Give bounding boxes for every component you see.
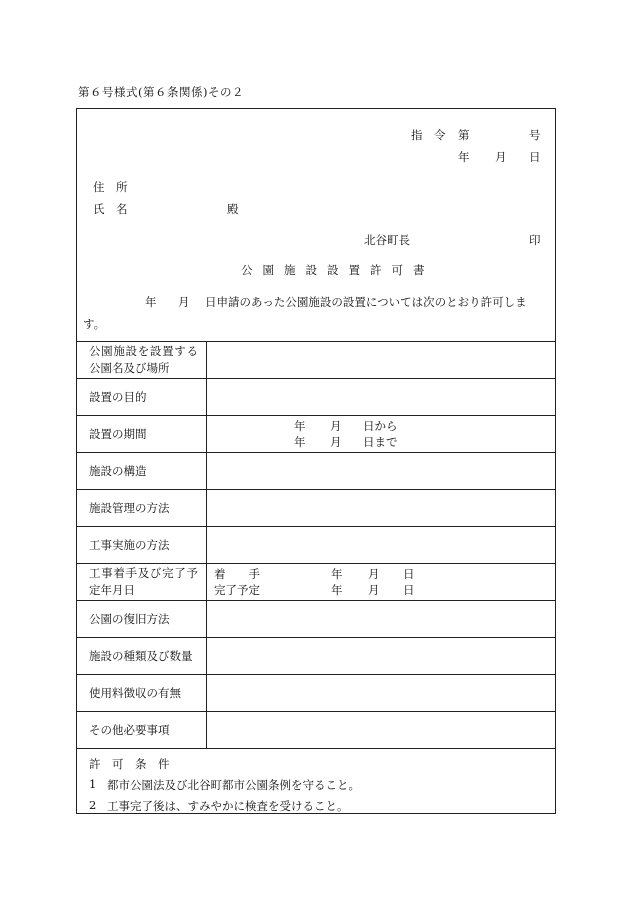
issue-date-day: 日 bbox=[529, 150, 541, 164]
table-row bbox=[77, 711, 555, 748]
row-value bbox=[208, 712, 555, 748]
table-row bbox=[77, 526, 555, 563]
table-row bbox=[77, 600, 555, 637]
seal-mark: 印 bbox=[529, 233, 541, 247]
row-label: その他必要事項 bbox=[77, 712, 207, 748]
table-row bbox=[77, 637, 555, 674]
row-value bbox=[208, 638, 555, 674]
order-no-label-1: 指 bbox=[411, 128, 423, 142]
row-label: 設置の期間 bbox=[77, 416, 207, 452]
row-label: 施設管理の方法 bbox=[77, 490, 207, 526]
table-row bbox=[77, 452, 555, 489]
period-start-year: 年 bbox=[294, 419, 306, 433]
period-end-month: 月 bbox=[330, 435, 342, 449]
issuer-name: 北谷町長 bbox=[364, 233, 410, 247]
row-value bbox=[208, 490, 555, 526]
body-year: 年 bbox=[145, 295, 157, 309]
row-label: 施設の構造 bbox=[77, 453, 207, 489]
body-text-line2: す。 bbox=[83, 317, 106, 331]
name-label: 氏 名 bbox=[93, 202, 128, 216]
start-year: 年 bbox=[331, 567, 343, 581]
order-no-label-4: 号 bbox=[529, 128, 541, 142]
completion-year: 年 bbox=[331, 583, 343, 597]
row-value bbox=[208, 675, 555, 711]
completion-month: 月 bbox=[368, 583, 380, 597]
period-start-month: 月 bbox=[330, 419, 342, 433]
conditions-section bbox=[77, 748, 555, 814]
permit-form bbox=[76, 108, 556, 814]
body-text-line1: 日申請のあった公園施設の設置については次のとおり許可しま bbox=[205, 295, 527, 309]
condition-text: 工事完了後は、すみやかに検査を受けること。 bbox=[107, 799, 349, 813]
table-row bbox=[77, 489, 555, 526]
period-end-year: 年 bbox=[294, 435, 306, 449]
condition-number: 1 bbox=[89, 777, 97, 791]
row-value bbox=[208, 379, 555, 415]
address-label: 住 所 bbox=[93, 180, 128, 194]
form-title: 公園施設設置許可書 bbox=[241, 263, 435, 277]
row-value bbox=[208, 453, 555, 489]
form-number-caption: 第６号様式(第６条関係)その２ bbox=[78, 85, 244, 99]
table-row bbox=[77, 378, 555, 415]
table-row bbox=[77, 563, 555, 600]
table-row bbox=[77, 415, 555, 452]
row-label: 施設の種類及び数量 bbox=[77, 638, 207, 674]
order-no-label-3: 第 bbox=[458, 128, 470, 142]
row-label: 工事実施の方法 bbox=[77, 527, 207, 563]
table-row bbox=[77, 341, 555, 378]
row-label: 設置の目的 bbox=[77, 379, 207, 415]
row-label: 公園施設を設置する公園名及び場所 bbox=[77, 342, 207, 378]
row-value bbox=[208, 601, 555, 637]
start-day: 日 bbox=[403, 567, 415, 581]
honorific: 殿 bbox=[227, 202, 239, 216]
body-month: 月 bbox=[178, 295, 190, 309]
row-label: 工事着手及び完了予定年月日 bbox=[77, 564, 207, 600]
row-label: 公園の復旧方法 bbox=[77, 601, 207, 637]
conditions-heading: 許 可 条 件 bbox=[89, 757, 170, 771]
row-value bbox=[208, 564, 555, 600]
period-start-day: 日から bbox=[363, 419, 398, 433]
row-label: 使用料徴収の有無 bbox=[77, 675, 207, 711]
completion-label: 完了予定 bbox=[214, 583, 260, 597]
issue-date-year: 年 bbox=[458, 150, 470, 164]
completion-day: 日 bbox=[403, 583, 415, 597]
row-value bbox=[208, 527, 555, 563]
row-value bbox=[208, 342, 555, 378]
start-month: 月 bbox=[368, 567, 380, 581]
issue-date-month: 月 bbox=[495, 150, 507, 164]
order-no-label-2: 令 bbox=[434, 128, 446, 142]
condition-number: 2 bbox=[89, 798, 97, 812]
row-value bbox=[208, 416, 555, 452]
period-end-day: 日まで bbox=[363, 435, 398, 449]
table-row bbox=[77, 674, 555, 711]
start-label: 着 手 bbox=[214, 567, 260, 581]
condition-text: 都市公園法及び北谷町都市公園条例を守ること。 bbox=[107, 778, 360, 792]
